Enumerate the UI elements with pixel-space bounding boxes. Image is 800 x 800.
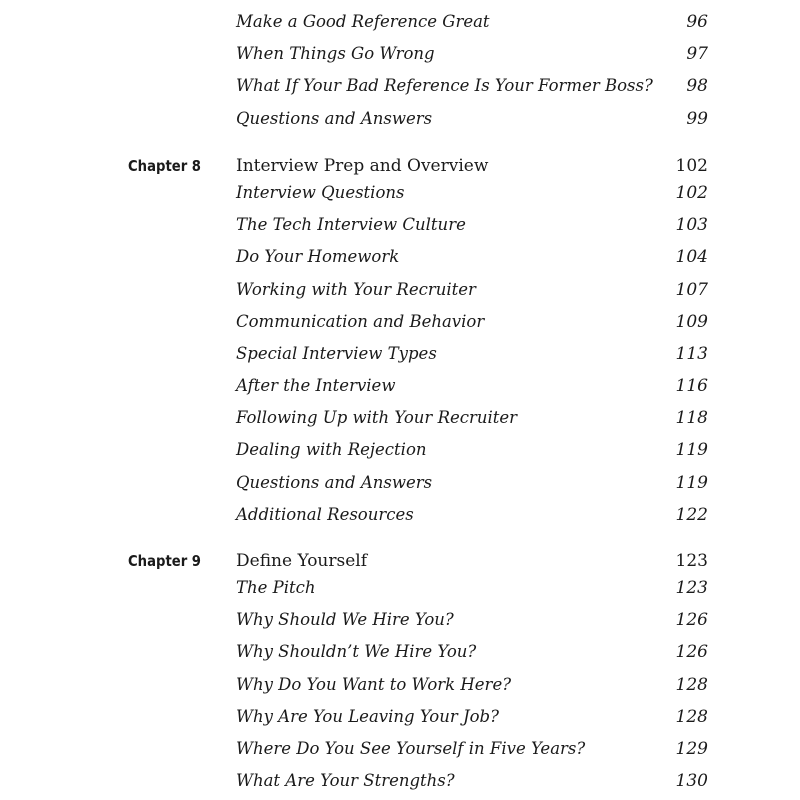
toc-entry [0, 215, 800, 243]
toc-entry [0, 642, 800, 670]
toc-entry [0, 473, 800, 501]
chapter-title: Define Yourself [236, 551, 368, 571]
entry-page-number: 107 [675, 280, 708, 300]
entry-page-number: 128 [675, 707, 708, 727]
entry-title: Questions and Answers [236, 473, 433, 492]
entry-page-number: 126 [675, 610, 708, 630]
entry-title: Questions and Answers [236, 109, 433, 128]
entry-title: Why Are You Leaving Your Job? [236, 707, 499, 726]
toc-entry [0, 247, 800, 275]
entry-page-number: 96 [686, 12, 708, 32]
entry-title: Working with Your Recruiter [236, 280, 476, 299]
entry-title: Why Do You Want to Work Here? [236, 675, 512, 694]
entry-title: What Are Your Strengths? [236, 771, 455, 790]
entry-page-number: 98 [686, 76, 708, 96]
entry-page-number: 113 [675, 344, 708, 364]
toc-entry [0, 707, 800, 735]
entry-page-number: 126 [675, 642, 708, 662]
toc-entry [0, 578, 800, 606]
entry-page-number: 123 [675, 578, 708, 598]
entry-title: Why Shouldn’t We Hire You? [236, 642, 477, 661]
entry-title: The Tech Interview Culture [236, 215, 466, 234]
toc-entry [0, 376, 800, 404]
entry-page-number: 122 [675, 505, 708, 525]
toc-entry [0, 739, 800, 767]
chapter-page-number: 102 [675, 156, 708, 176]
entry-page-number: 119 [675, 440, 708, 460]
entry-title: Interview Questions [236, 183, 405, 202]
chapter-page-number: 123 [675, 551, 708, 571]
chapter-heading [0, 156, 800, 184]
entry-title: Do Your Homework [236, 247, 400, 266]
entry-page-number: 130 [675, 771, 708, 791]
entry-page-number: 128 [675, 675, 708, 695]
toc-entry [0, 344, 800, 372]
entry-title: Dealing with Rejection [236, 440, 427, 459]
toc-entry [0, 280, 800, 308]
entry-title: Make a Good Reference Great [236, 12, 490, 31]
entry-title: Why Should We Hire You? [236, 610, 454, 629]
chapter-label: Chapter 9 [128, 552, 201, 570]
toc-entry [0, 675, 800, 703]
entry-title: What If Your Bad Reference Is Your Former Boss? [236, 76, 653, 95]
toc-entry [0, 610, 800, 638]
entry-page-number: 97 [686, 44, 708, 64]
entry-page-number: 116 [675, 376, 708, 396]
toc-entry [0, 76, 800, 104]
entry-title: Additional Resources [236, 505, 414, 524]
entry-page-number: 119 [675, 473, 708, 493]
chapter-title: Interview Prep and Overview [236, 156, 489, 176]
toc-entry [0, 505, 800, 533]
chapter-heading [0, 551, 800, 579]
chapter-label: Chapter 8 [128, 157, 201, 175]
entry-page-number: 99 [686, 109, 708, 129]
entry-title: Where Do You See Yourself in Five Years? [236, 739, 586, 758]
entry-page-number: 103 [675, 215, 708, 235]
toc-entry [0, 771, 800, 799]
toc-entry [0, 408, 800, 436]
toc-entry [0, 440, 800, 468]
entry-page-number: 129 [675, 739, 708, 759]
entry-title: When Things Go Wrong [236, 44, 435, 63]
toc-entry [0, 109, 800, 137]
entry-title: The Pitch [236, 578, 316, 597]
entry-page-number: 118 [675, 408, 708, 428]
toc-entry [0, 312, 800, 340]
entry-page-number: 102 [675, 183, 708, 203]
toc-entry [0, 183, 800, 211]
entry-page-number: 104 [675, 247, 708, 267]
entry-title: Communication and Behavior [236, 312, 485, 331]
entry-title: After the Interview [236, 376, 396, 395]
toc-entry [0, 12, 800, 40]
entry-title: Following Up with Your Recruiter [236, 408, 518, 427]
entry-page-number: 109 [675, 312, 708, 332]
entry-title: Special Interview Types [236, 344, 437, 363]
toc-entry [0, 44, 800, 72]
